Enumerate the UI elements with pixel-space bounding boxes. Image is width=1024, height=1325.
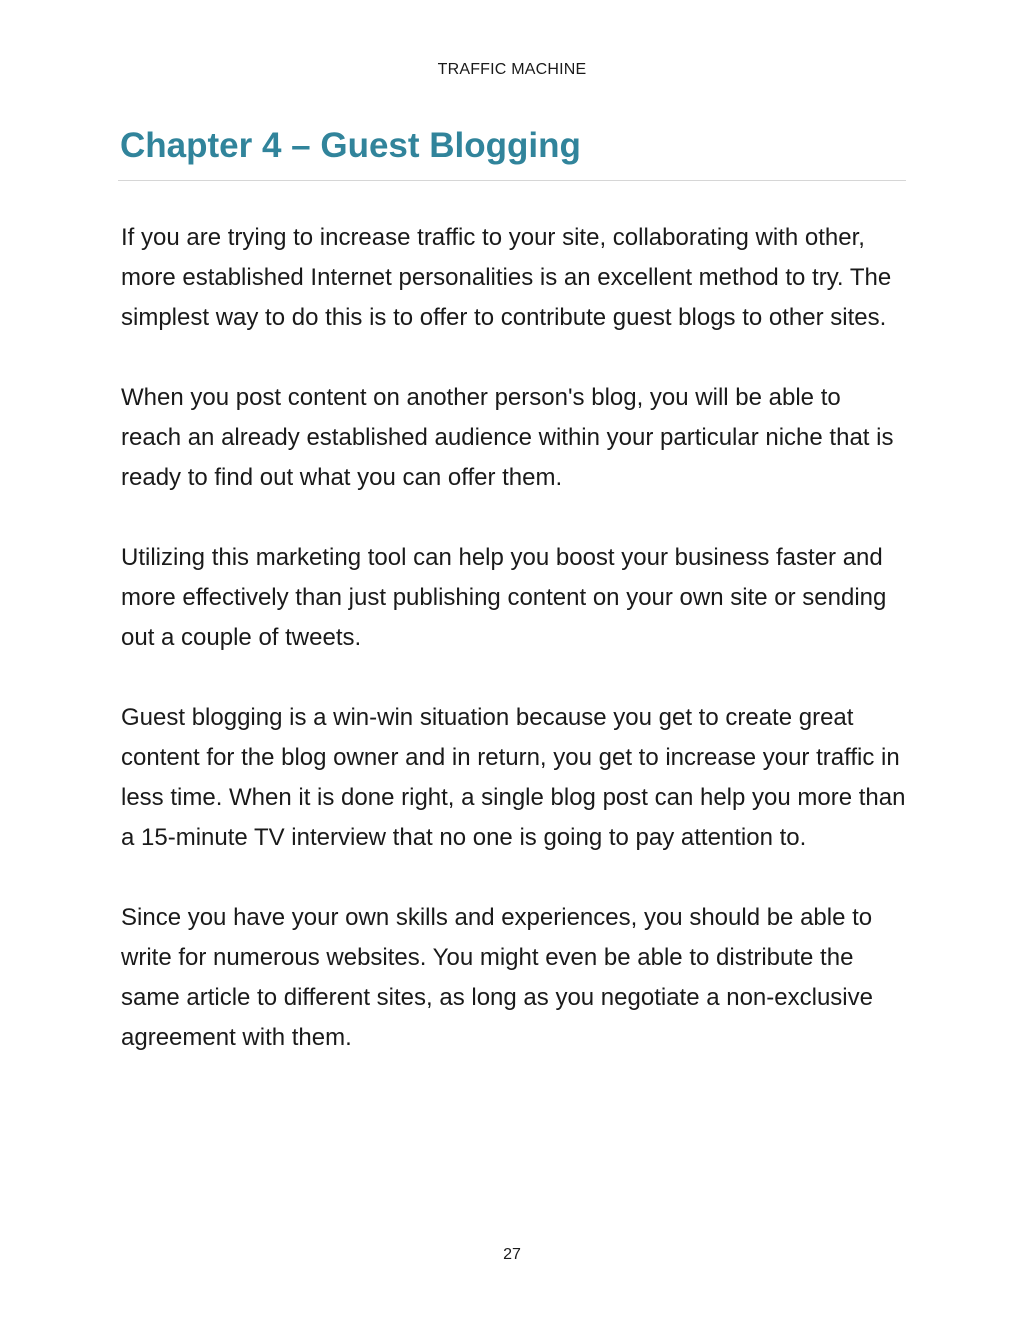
body-text [121, 218, 906, 1098]
chapter-title: Chapter 4 – Guest Blogging [120, 126, 581, 165]
paragraph: Guest blogging is a win-win situation because you get to create great content for the blog owner and in return, you get to increase your traffic in less time. When it is done right, a single blog post can help you more than a 15-minute TV interview that no one is going to pay attention to. [121, 704, 906, 851]
paragraph: If you are trying to increase traffic to your site, collaborating with other, more established Internet personalities is an excellent method to try. The simplest way to do this is to offer to contribute guest blogs to other sites. [121, 224, 892, 331]
title-divider [118, 180, 906, 181]
paragraph: Since you have your own skills and experiences, you should be able to write for numerous websites. You might even be able to distribute the same article to different sites, as long as you negotiate a non-exclusive agreement with them. [121, 904, 873, 1051]
running-header: TRAFFIC MACHINE [437, 61, 587, 78]
paragraph: When you post content on another person's blog, you will be able to reach an already established audience within your particular niche that is ready to find out what you can offer them. [121, 384, 894, 491]
page-number: 27 [503, 1246, 521, 1263]
paragraph: Utilizing this marketing tool can help you boost your business faster and more effectively than just publishing content on your own site or sending out a couple of tweets. [121, 544, 887, 651]
